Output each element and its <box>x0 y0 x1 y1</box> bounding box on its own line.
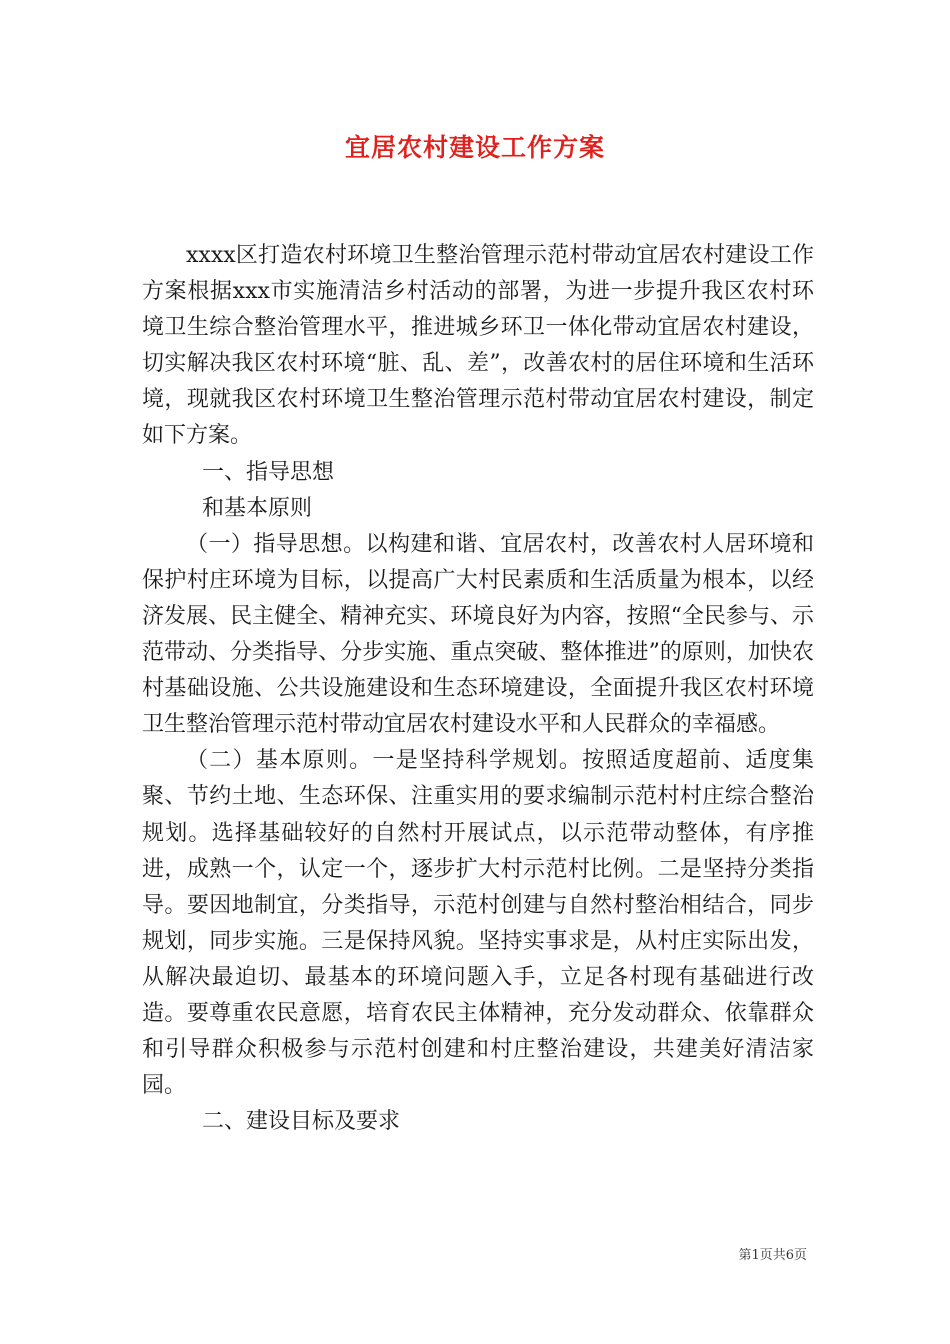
paragraph-guiding-thought: （一）指导思想。以构建和谐、宜居农村，改善农村人居环境和保护村庄环境为目标，以提高广大村民素质和生活质量为根本，以经济发展、民主健全、精神充实、环境良好为内容，按照“全民参与、示范带动、分类指导、分步实施、重点突破、整体推进”的原则，加快农村基础设施、公共设施建设和生态环境建设，全面提升我区农村环境卫生整治管理示范村带动宜居农村建设水平和人民群众的幸福感。 <box>142 531 814 738</box>
section-heading-1: 一、指导思想 <box>202 459 335 485</box>
section-heading-2: 二、建设目标及要求 <box>202 1109 401 1135</box>
paragraph-basic-principles: （二）基本原则。一是坚持科学规划。按照适度超前、适度集聚、节约土地、生态环保、注重实用的要求编制示范村村庄综合整治规划。选择基础较好的自然村开展试点，以示范带动整体，有序推进，成熟一个，认定一个，逐步扩大村示范村比例。二是坚持分类指导。要因地制宜，分类指导，示范村创建与自然村整治相结合，同步规划，同步实施。三是保持风貌。坚持实事求是，从村庄实际出发，从解决最迫切、最基本的环境问题入手，立足各村现有基础进行改造。要尊重农民意愿，培育农民主体精神，充分发动群众、依靠群众和引导群众积极参与示范村创建和村庄整治建设，共建美好清洁家园。 <box>142 748 814 1099</box>
document-title: 宜居农村建设工作方案 <box>344 133 605 162</box>
page-number: 第1页共6页 <box>738 1248 807 1263</box>
document-body <box>142 238 814 1140</box>
paragraph-intro: xxxx区打造农村环境卫生整治管理示范村带动宜居农村建设工作方案根据xxx市实施清洁乡村活动的部署，为进一步提升我区农村环境卫生综合整治管理水平，推进城乡环卫一体化带动宜居农村建设，切实解决我区农村环境“脏、乱、差”，改善农村的居住环境和生活环境，现就我区农村环境卫生整治管理示范村带动宜居农村建设，制定如下方案。 <box>142 243 814 449</box>
section-heading-1-cont: 和基本原则 <box>202 495 313 521</box>
